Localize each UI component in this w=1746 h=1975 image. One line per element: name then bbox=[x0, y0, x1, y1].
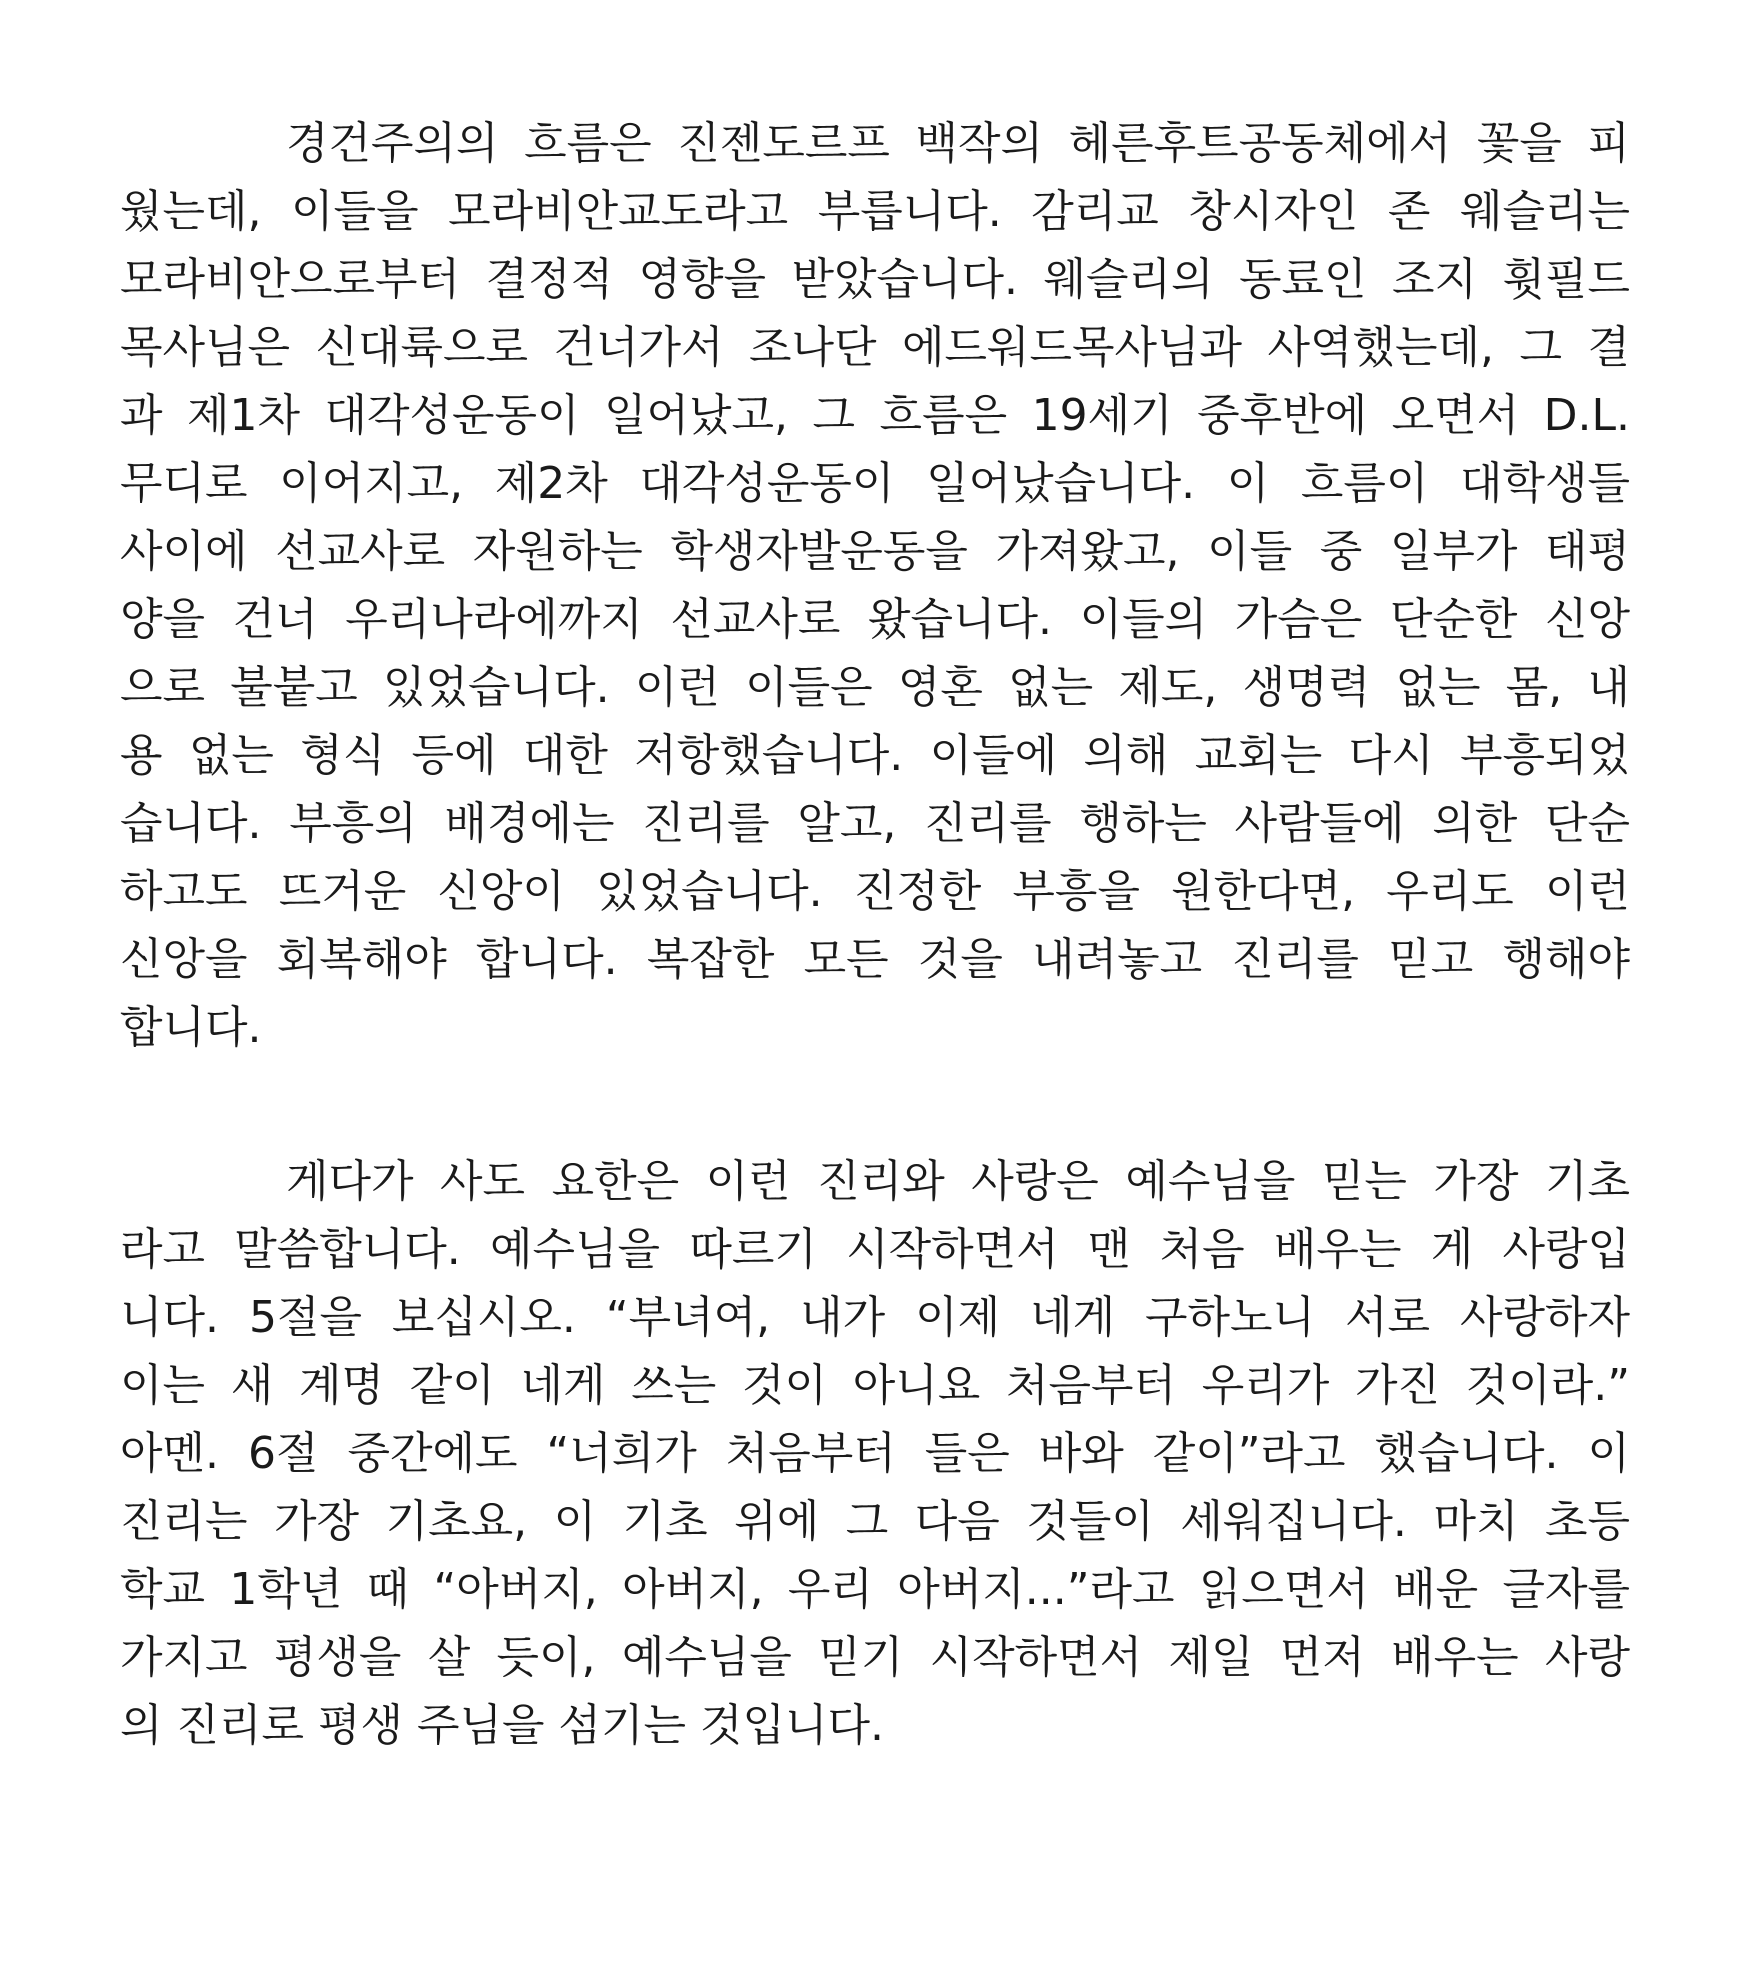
text-line: 이는 새 계명 같이 네게 쓰는 것이 아니요 처음부터 우리가 가진 것이라.” bbox=[120, 1360, 1630, 1411]
text-line: 목사님은 신대륙으로 건너가서 조나단 에드워드목사님과 사역했는데, 그 결 bbox=[120, 322, 1630, 373]
text-line: 진리는 가장 기초요, 이 기초 위에 그 다음 것들이 세워집니다. 마치 초등 bbox=[120, 1496, 1630, 1547]
text-line: 무디로 이어지고, 제2차 대각성운동이 일어났습니다. 이 흐름이 대학생들 bbox=[120, 458, 1630, 509]
text-line: 게다가 사도 요한은 이런 진리와 사랑은 예수님을 믿는 가장 기초 bbox=[286, 1156, 1630, 1207]
text-line: 니다. 5절을 보십시오. “부녀여, 내가 이제 네게 구하노니 서로 사랑하자 bbox=[120, 1292, 1630, 1343]
text-line: 의 진리로 평생 주님을 섬기는 것입니다. bbox=[120, 1700, 884, 1751]
text-line: 으로 불붙고 있었습니다. 이런 이들은 영혼 없는 제도, 생명력 없는 몸, 내 bbox=[120, 662, 1630, 713]
text-line: 모라비안으로부터 결정적 영향을 받았습니다. 웨슬리의 동료인 조지 휫필드 bbox=[120, 254, 1630, 305]
text-line: 습니다. 부흥의 배경에는 진리를 알고, 진리를 행하는 사람들에 의한 단순 bbox=[120, 798, 1630, 849]
text-line: 아멘. 6절 중간에도 “너희가 처음부터 들은 바와 같이”라고 했습니다. 이 bbox=[120, 1428, 1630, 1479]
text-line: 경건주의의 흐름은 진젠도르프 백작의 헤른후트공동체에서 꽃을 피 bbox=[286, 118, 1630, 169]
text-line: 합니다. bbox=[120, 1002, 262, 1053]
paragraph-2 bbox=[120, 1148, 1630, 1760]
document-page bbox=[120, 110, 1630, 1760]
text-line: 학교 1학년 때 “아버지, 아버지, 우리 아버지...”라고 읽으면서 배운 글자를 bbox=[120, 1564, 1630, 1615]
text-line: 라고 말씀합니다. 예수님을 따르기 시작하면서 맨 처음 배우는 게 사랑입 bbox=[120, 1224, 1630, 1275]
text-line: 과 제1차 대각성운동이 일어났고, 그 흐름은 19세기 중후반에 오면서 D.L. bbox=[120, 390, 1630, 441]
paragraph-1 bbox=[120, 110, 1630, 1062]
text-line: 양을 건너 우리나라에까지 선교사로 왔습니다. 이들의 가슴은 단순한 신앙 bbox=[120, 594, 1630, 645]
text-line: 용 없는 형식 등에 대한 저항했습니다. 이들에 의해 교회는 다시 부흥되었 bbox=[120, 730, 1630, 781]
text-line: 신앙을 회복해야 합니다. 복잡한 모든 것을 내려놓고 진리를 믿고 행해야 bbox=[120, 934, 1630, 985]
text-line: 하고도 뜨거운 신앙이 있었습니다. 진정한 부흥을 원한다면, 우리도 이런 bbox=[120, 866, 1630, 917]
text-line: 웠는데, 이들을 모라비안교도라고 부릅니다. 감리교 창시자인 존 웨슬리는 bbox=[120, 186, 1630, 237]
text-line: 사이에 선교사로 자원하는 학생자발운동을 가져왔고, 이들 중 일부가 태평 bbox=[120, 526, 1630, 577]
text-line: 가지고 평생을 살 듯이, 예수님을 믿기 시작하면서 제일 먼저 배우는 사랑 bbox=[120, 1632, 1630, 1683]
